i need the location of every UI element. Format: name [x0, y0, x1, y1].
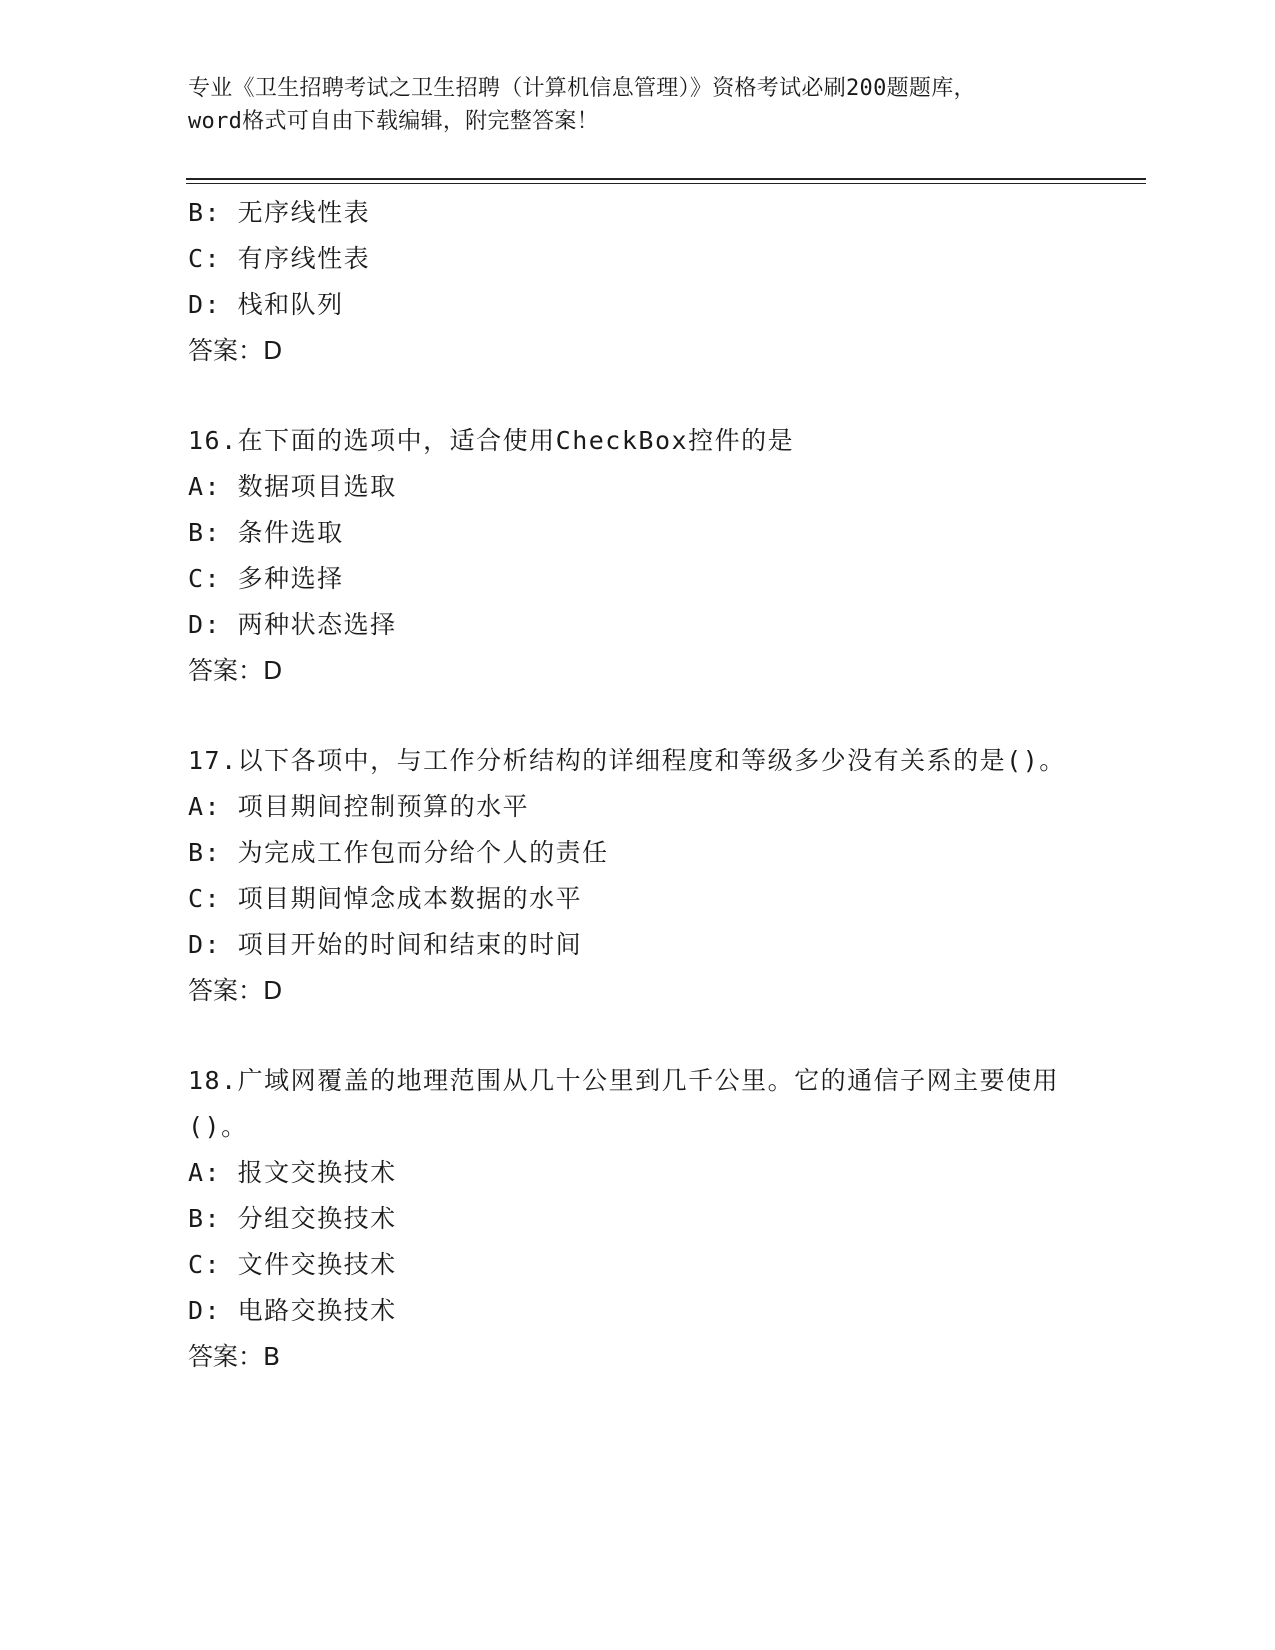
option-a: A: 报文交换技术: [188, 1158, 397, 1187]
header-divider-thin: [186, 183, 1146, 184]
option-c: C: 多种选择: [188, 564, 344, 593]
option-d: D: 栈和队列: [188, 290, 344, 319]
header-line-2: word格式可自由下载编辑，附完整答案！: [188, 109, 599, 134]
option-c: C: 有序线性表: [188, 244, 371, 273]
option-c: C: 文件交换技术: [188, 1250, 397, 1279]
answer-line: 答案：D: [188, 656, 283, 685]
question-stem: 17.以下各项中，与工作分析结构的详细程度和等级多少没有关系的是()。: [188, 746, 1066, 775]
question-16: [188, 418, 1088, 694]
option-d: D: 电路交换技术: [188, 1296, 397, 1325]
header-line-1: 专业《卫生招聘考试之卫生招聘（计算机信息管理）》资格考试必刷200题题库，: [188, 76, 976, 101]
question-17: [188, 738, 1088, 1014]
option-d: D: 项目开始的时间和结束的时间: [188, 930, 583, 959]
header-divider-thick: [186, 178, 1146, 180]
answer-line: 答案：D: [188, 976, 283, 1005]
previous-question-tail: [188, 190, 1088, 374]
option-a: A: 项目期间控制预算的水平: [188, 792, 530, 821]
option-b: B: 为完成工作包而分给个人的责任: [188, 838, 609, 867]
option-b: B: 分组交换技术: [188, 1204, 397, 1233]
document-header: [188, 72, 1088, 138]
question-gap: [188, 1014, 1088, 1058]
option-b: B: 无序线性表: [188, 198, 371, 227]
option-c: C: 项目期间悼念成本数据的水平: [188, 884, 583, 913]
option-a: A: 数据项目选取: [188, 472, 397, 501]
option-d: D: 两种状态选择: [188, 610, 397, 639]
option-b: B: 条件选取: [188, 518, 344, 547]
question-18: [188, 1058, 1088, 1380]
answer-line: 答案：B: [188, 1342, 281, 1371]
question-stem: 16.在下面的选项中，适合使用CheckBox控件的是: [188, 426, 795, 455]
question-stem: 18.广域网覆盖的地理范围从几十公里到几千公里。它的通信子网主要使用()。: [188, 1066, 1060, 1141]
answer-line: 答案：D: [188, 336, 283, 365]
question-gap: [188, 374, 1088, 418]
question-gap: [188, 694, 1088, 738]
question-list: [188, 190, 1088, 1380]
